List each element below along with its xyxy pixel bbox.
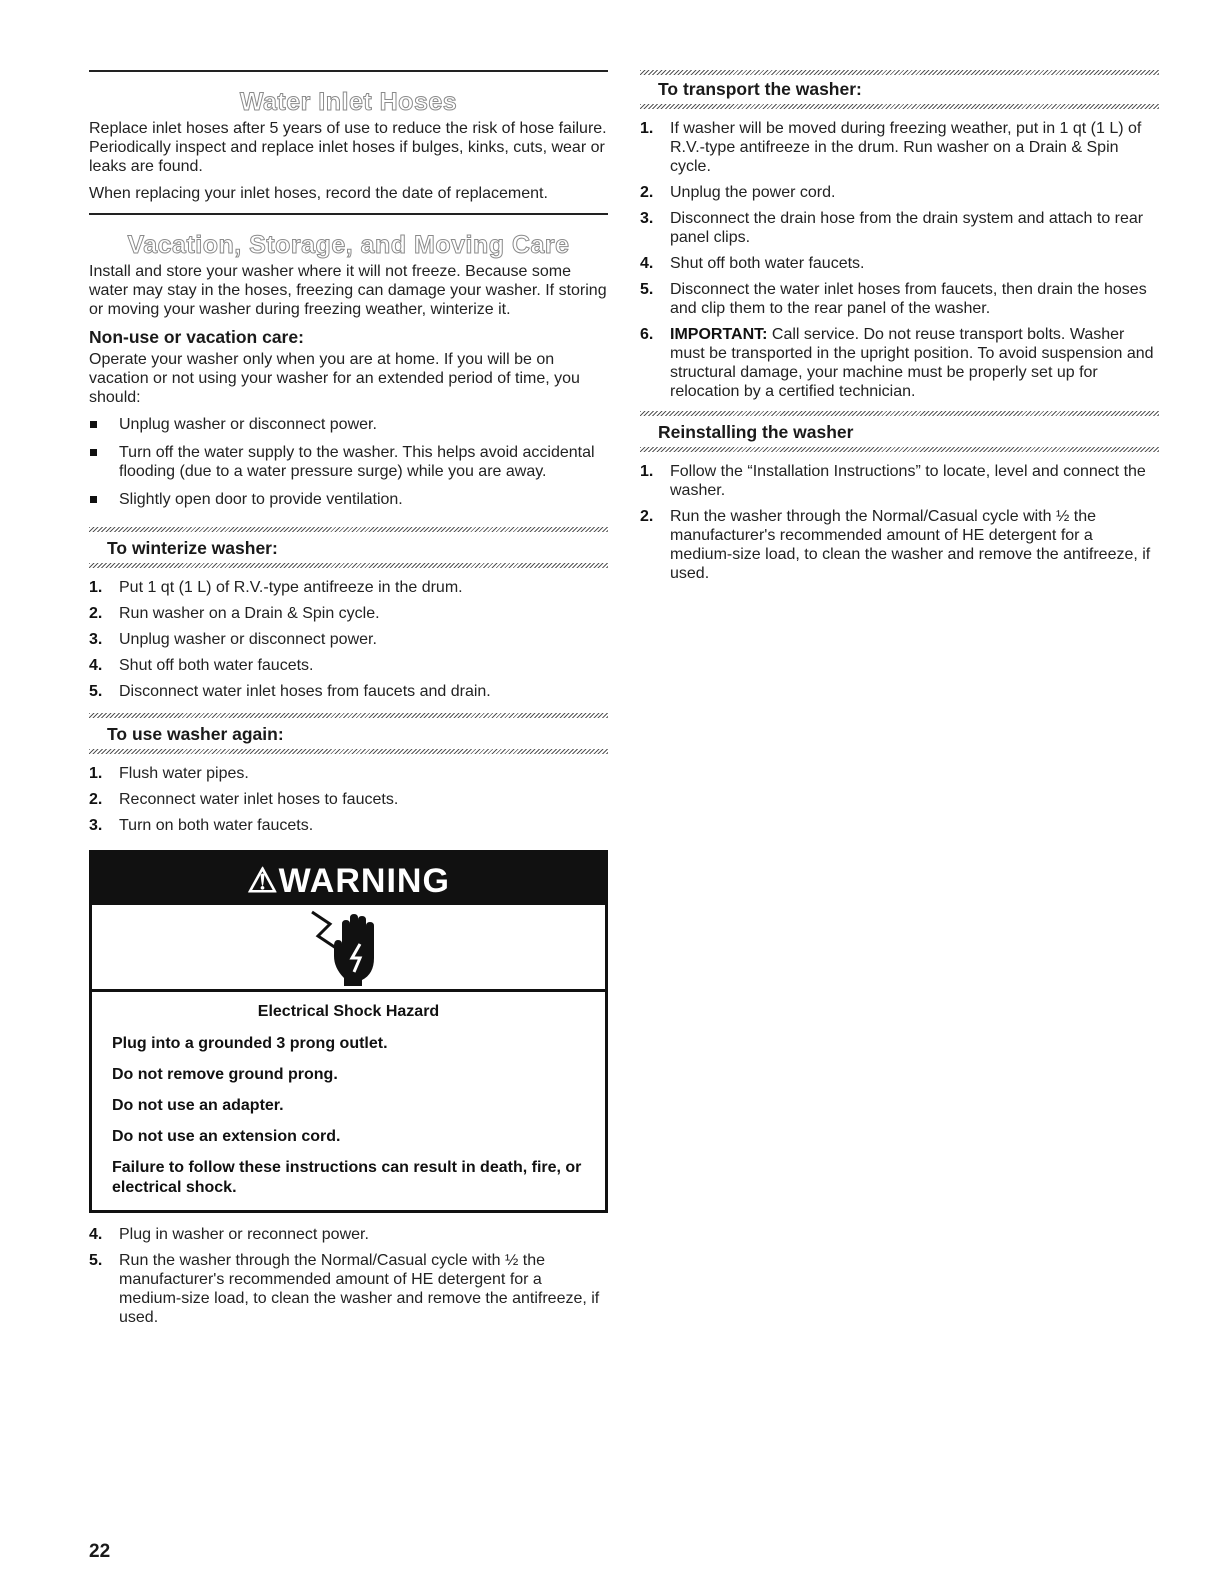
warning-box: [89, 850, 608, 1213]
list-item: 1. Flush water pipes.: [89, 765, 249, 782]
list-item: Turn off the water supply to the washer. This helps avoid accidental flooding (due to a water pressure surge) while you are away.: [89, 443, 608, 481]
bullet-square-icon: [90, 449, 97, 456]
nonuse-text: Operate your washer only when you are at home. If you will be on vacation or not using your washer for an extended period of time, you should:: [89, 351, 580, 406]
warning-line: Do not use an adapter.: [112, 1097, 284, 1114]
hatched-divider: [640, 447, 1159, 452]
bullet-square-icon: [90, 421, 97, 428]
list-item: 1. Put 1 qt (1 L) of R.V.-type antifreeze in the drum.: [89, 579, 463, 596]
bullet-square-icon: [90, 496, 97, 503]
vacation-intro: Install and store your washer where it will not freeze. Because some water may stay in the hoses, freezing can damage your washer. If storing or moving your washer during freezing weather, winterize it.: [89, 263, 607, 318]
list-item: 4. Plug in washer or reconnect power.: [89, 1226, 369, 1243]
nonuse-bullet-list: [89, 415, 608, 509]
list-item: 6. IMPORTANT: Call service. Do not reuse transport bolts. Washer must be transported in the upright position. To avoid suspension and structural damage, your machine must be properly set up for relocation by a certified technician.: [640, 326, 1154, 400]
use-again-steps: [89, 764, 608, 835]
section-title-vacation-storage-moving: Vacation, Storage, and Moving Care: [127, 231, 570, 259]
winterize-steps: [89, 578, 608, 701]
hatched-divider: [89, 749, 608, 754]
warning-line: Plug into a grounded 3 prong outlet.: [112, 1035, 388, 1052]
reinstall-steps: [640, 462, 1159, 583]
warning-title: Electrical Shock Hazard: [257, 1003, 440, 1020]
warning-line: Failure to follow these instructions can result in death, fire, or electrical shock.: [112, 1159, 582, 1196]
warning-header: ⚠WARNING: [92, 853, 605, 905]
inlet-paragraph-1: Replace inlet hoses after 5 years of use to reduce the risk of hose failure. Periodically inspect and replace inlet hoses if bulges, kinks, cuts, wear or leaks are found.: [89, 120, 607, 175]
list-item: Unplug washer or disconnect power.: [89, 415, 608, 434]
divider: [89, 70, 608, 72]
list-item: 2. Run washer on a Drain & Spin cycle.: [89, 605, 380, 622]
list-item: 3. Disconnect the drain hose from the drain system and attach to rear panel clips.: [640, 210, 1144, 246]
list-item: 5. Run the washer through the Normal/Casual cycle with ½ the manufacturer's recommended amount of HE detergent for a medium-size load, to clean the washer and remove the antifreeze, if used.: [89, 1252, 600, 1326]
warning-line: Do not remove ground prong.: [112, 1066, 338, 1083]
winterize-heading: To winterize washer:: [107, 538, 278, 558]
list-item: Slightly open door to provide ventilation.: [89, 490, 608, 509]
transport-steps: [640, 119, 1159, 401]
list-item: 4. Shut off both water faucets.: [89, 657, 314, 674]
use-again-steps-continued: [89, 1225, 608, 1327]
list-item: 4. Shut off both water faucets.: [640, 255, 865, 272]
right-column: [640, 70, 1159, 590]
list-item: 1. If washer will be moved during freezing weather, put in 1 qt (1 L) of R.V.-type antifreeze in the drum. Run washer on a Drain & Spin cycle.: [640, 120, 1142, 175]
electric-shock-hand-icon: [92, 905, 605, 992]
list-item: 3. Unplug washer or disconnect power.: [89, 631, 377, 648]
hatched-divider: [89, 563, 608, 568]
transport-heading: To transport the washer:: [658, 79, 862, 99]
warning-body: [92, 992, 605, 1210]
list-item: 2. Reconnect water inlet hoses to faucets.: [89, 791, 399, 808]
list-item: 5. Disconnect the water inlet hoses from faucets, then drain the hoses and clip them to the rear panel of the washer.: [640, 281, 1147, 317]
reinstall-heading: Reinstalling the washer: [658, 422, 854, 442]
page-number: 22: [89, 1541, 111, 1562]
list-item: 1. Follow the “Installation Instructions” to locate, level and connect the washer.: [640, 463, 1146, 499]
use-again-heading: To use washer again:: [107, 724, 284, 744]
nonuse-heading: Non-use or vacation care:: [89, 327, 304, 347]
list-item: 2. Unplug the power cord.: [640, 184, 836, 201]
divider: [89, 213, 608, 215]
warning-triangle-icon: ⚠: [247, 862, 279, 900]
warning-line: Do not use an extension cord.: [112, 1128, 341, 1145]
list-item: 5. Disconnect water inlet hoses from faucets and drain.: [89, 683, 491, 700]
list-item: 2. Run the washer through the Normal/Casual cycle with ½ the manufacturer's recommended amount of HE detergent for a medium-size load, to clean the washer and remove the antifreeze, if used.: [640, 508, 1151, 582]
hatched-divider: [640, 104, 1159, 109]
section-title-water-inlet-hoses: Water Inlet Hoses: [239, 88, 458, 116]
left-column: [89, 70, 608, 1334]
list-item: 3. Turn on both water faucets.: [89, 817, 314, 834]
inlet-paragraph-2: When replacing your inlet hoses, record the date of replacement.: [89, 185, 548, 202]
